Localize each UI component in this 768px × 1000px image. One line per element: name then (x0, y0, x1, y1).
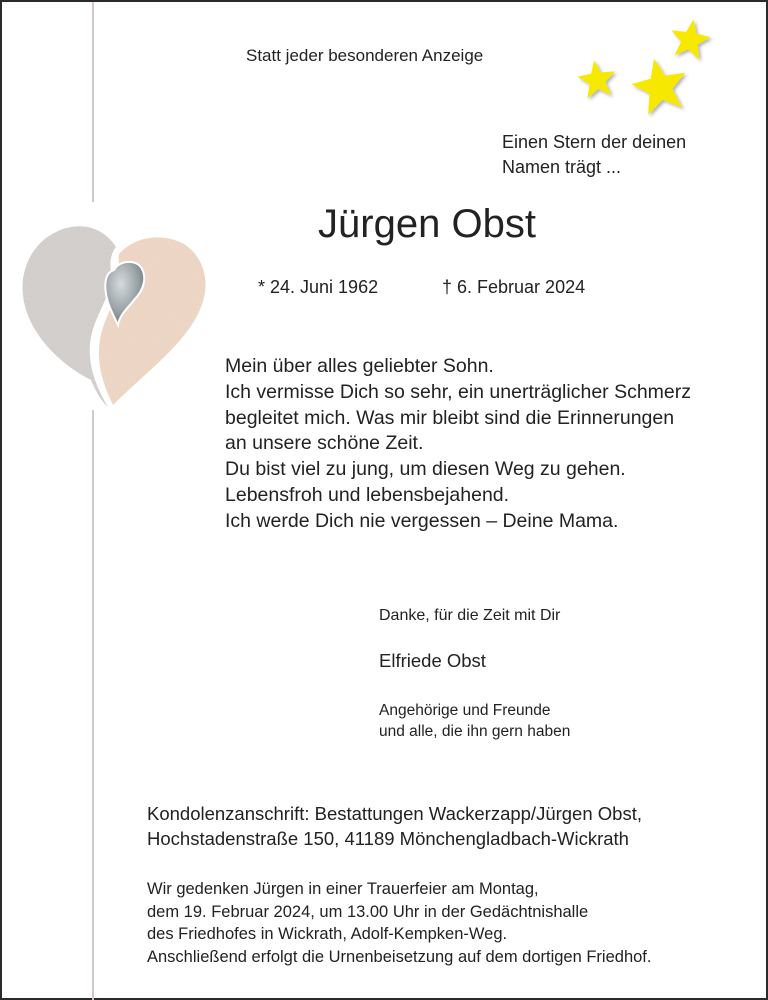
poem-line: begleitet mich. Was mir bleibt sind die Erinnerungen (225, 406, 675, 429)
birth-date: * 24. Juni 1962 (258, 277, 379, 297)
service-line: dem 19. Februar 2024, um 13.00 Uhr in der Gedächtnishalle (147, 902, 589, 921)
stars-icon (562, 12, 722, 122)
relatives-line: Angehörige und Freunde (379, 702, 551, 719)
address-line: Hochstadenstraße 150, 41189 Mönchengladbach-Wickrath (147, 828, 629, 849)
poem-line: Lebensfroh und lebensbejahend. (225, 483, 510, 506)
motto (502, 130, 686, 180)
poem-line: Mein über alles geliebter Sohn. (225, 355, 494, 377)
death-date: † 6. Februar 2024 (442, 277, 586, 297)
motto-line: Namen trägt ... (502, 157, 622, 177)
condolence-address (147, 801, 642, 851)
service-details (147, 878, 651, 968)
signer-name: Elfriede Obst (379, 650, 486, 671)
poem-line: an unsere schöne Zeit. (225, 432, 424, 455)
service-line: Wir gedenken Jürgen in einer Trauerfeier am Montag, (147, 880, 539, 898)
relatives-line: und alle, die ihn gern haben (379, 723, 571, 740)
poem (225, 354, 691, 535)
service-line: des Friedhofes in Wickrath, Adolf-Kempken-Weg. (147, 925, 508, 943)
poem-line: Du bist viel zu jung, um diesen Weg zu gehen. (225, 458, 626, 481)
poem-line: Ich werde Dich nie vergessen – Deine Mama. (225, 509, 619, 532)
relatives (379, 700, 570, 742)
vertical-divider-top (92, 2, 94, 202)
deceased-name: Jürgen Obst (318, 202, 536, 246)
motto-line: Einen Stern der deinen (502, 132, 687, 152)
thanks-line: Danke, für die Zeit mit Dir (379, 607, 561, 624)
service-line: Anschließend erfolgt die Urnenbeisetzung auf dem dortigen Friedhof. (147, 947, 652, 966)
vertical-divider-bottom (92, 410, 94, 1000)
header-note: Statt jeder besonderen Anzeige (246, 46, 484, 65)
address-line: Kondolenzanschrift: Bestattungen Wackerzapp/Jürgen Obst, (147, 803, 642, 824)
poem-line: Ich vermisse Dich so sehr, ein unerträglicher Schmerz (225, 380, 692, 403)
